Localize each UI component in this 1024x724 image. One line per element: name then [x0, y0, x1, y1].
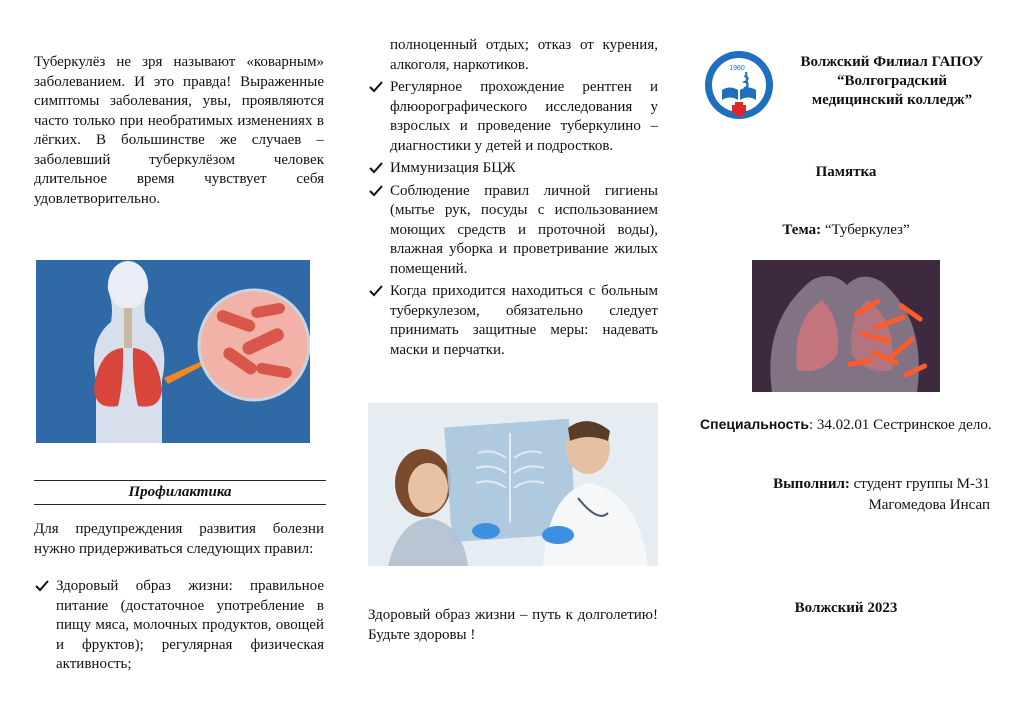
checkmark-icon [368, 79, 384, 95]
list-item-text: Регулярное прохождение рентген и флюорографического исследования у взрослых и проведение туберкулино – диагностики у детей и подростков. [390, 79, 658, 154]
list-continuation: полноценный отдых; отказ от курения, алкоголя, наркотиков. [390, 37, 658, 73]
logo-year: 1960 [729, 65, 745, 72]
specialty-label: Специальность [700, 416, 809, 432]
author-group: студент группы М-31 [849, 476, 990, 492]
checkmark-icon [368, 183, 384, 199]
list-item [368, 159, 658, 179]
list-item-text: Иммунизация БЦЖ [390, 160, 516, 176]
xray-doctor-patient-image [368, 403, 658, 566]
author-block [700, 474, 990, 516]
document-type: Памятка [815, 164, 877, 180]
prevention-intro: Для предупреждения развития болезни нужно придерживаться следующих правил: [34, 521, 324, 557]
checkmark-icon [368, 160, 384, 176]
checkmark-icon [34, 578, 50, 594]
specialty-value: : 34.02.01 Сестринское дело. [808, 417, 992, 433]
list-item [368, 282, 658, 360]
list-item [368, 182, 658, 280]
list-item [34, 577, 324, 675]
divider [34, 480, 326, 481]
list-item-text: Когда приходится находиться с больным туберкулезом, обязательно следует принимать защитные меры: надевать маски и перчатки. [390, 283, 658, 358]
list-item-text: Здоровый образ жизни: правильное питание (достаточное употребление в пищу мяса, молочных продуктов, овощей и фруктов); регулярная физическая активность; [56, 578, 324, 672]
intro-paragraph: Туберкулёз не зря называют «коварным» заболеванием. И это правда! Выраженные симптомы заболевания, увы, проявляются часто только при необратимых изменениях в лёгких. В большинстве же случаев – заболевший туберкулёзом человек длительное время чувствует себя удовлетворительно. [34, 54, 324, 207]
organization-name: Волжский Филиал ГАПОУ “Волгоградский медицинский колледж” [800, 54, 984, 108]
specialty [700, 414, 992, 436]
author-name: Магомедова Инсап [868, 497, 990, 513]
author-group-line [700, 474, 990, 495]
list-item [368, 78, 658, 156]
theme-label: Тема: [782, 222, 822, 238]
list-item-text: Соблюдение правил личной гигиены (мытье рук, посуды с использованием моющих средств и проточной воды), влажная уборка и проветривание жилых помещений. [390, 182, 658, 277]
tuberculosis-bacteria-image [752, 260, 940, 392]
checkmark-icon [368, 283, 384, 299]
theme-value: “Туберкулез” [821, 222, 910, 238]
divider [34, 504, 326, 505]
city-year: Волжский 2023 [794, 600, 898, 616]
college-logo [704, 50, 774, 120]
theme-line [700, 222, 992, 239]
prevention-list [34, 577, 324, 678]
lungs-bacteria-image [36, 260, 310, 443]
slogan: Здоровый образ жизни – путь к долголетию! Будьте здоровы ! [368, 607, 658, 643]
author-label: Выполнил: [773, 476, 850, 492]
prevention-heading: Профилактика [128, 484, 232, 500]
prevention-list-continued [368, 36, 658, 363]
